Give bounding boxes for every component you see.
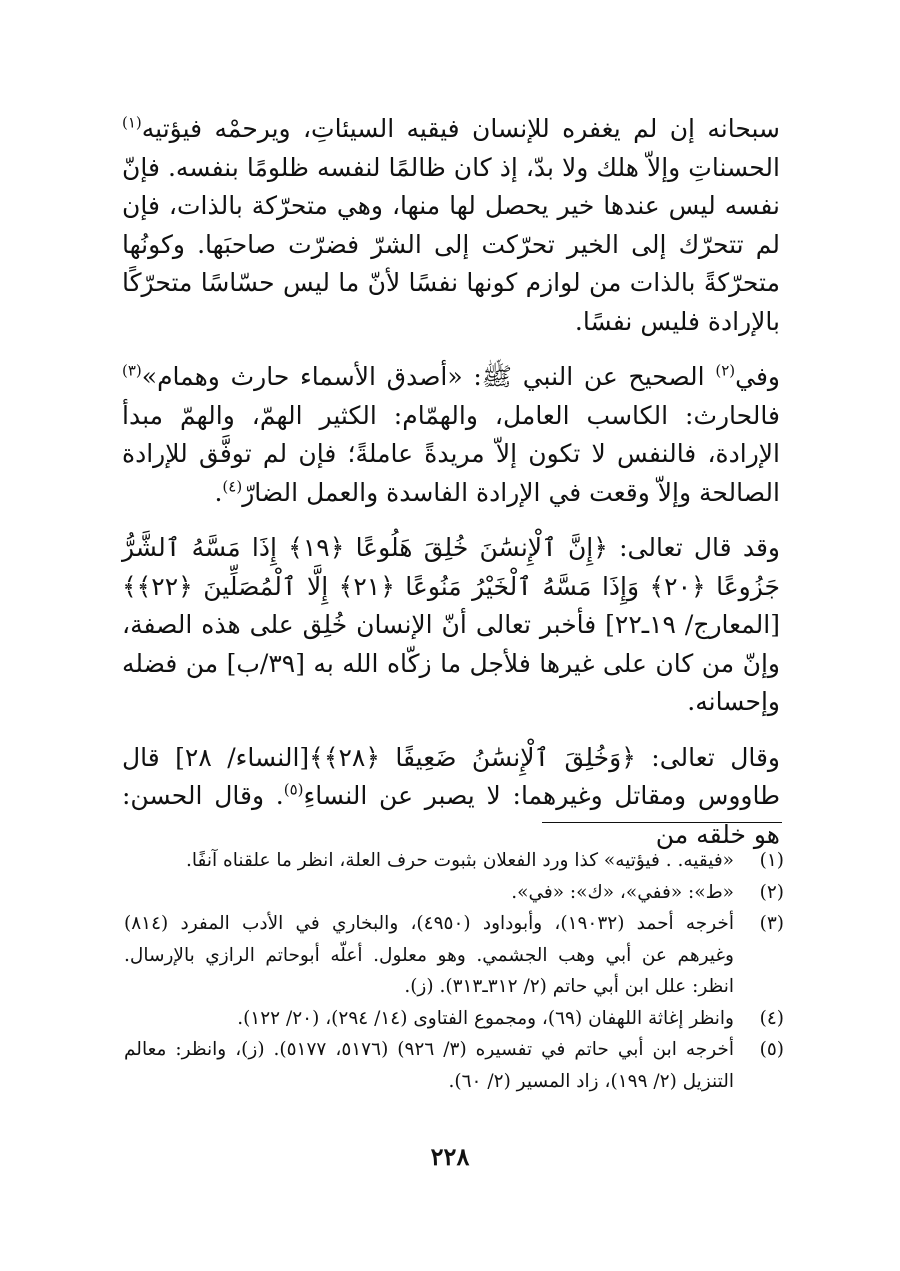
footnote-number: (٣) bbox=[759, 913, 784, 934]
paragraph-2-end: . bbox=[214, 477, 223, 507]
paragraph-1-text: سبحانه إن لم يغفره للإنسان فيقيه السيئاتِ، ويرحمْه فيؤتيه bbox=[141, 114, 780, 143]
footnote-number: (٢) bbox=[759, 881, 784, 903]
footnote bbox=[124, 1034, 784, 1097]
paragraph-2-text-cont: فالحارث: الكاسب العامل، والهمّام: الكثير الهمّ، والهمّ مبدأ الإرادة، فالنفس لا تكون إلاّ مريدةً عاملةً؛ فإن لم توفَّق للإرادة الصالحة وإلاّ وقعت في الإرادة الفاسدة والعمل الضارّ bbox=[122, 400, 780, 507]
footnote-divider bbox=[542, 822, 782, 823]
paragraph-2-hadith: الصحيح عن النبي ﷺ: «أصدق الأسماء حارث وهمام» bbox=[141, 362, 716, 391]
page-number: ٢٢٨ bbox=[430, 1142, 470, 1171]
footnote bbox=[124, 908, 784, 1003]
footnote-ref-4: (٤) bbox=[222, 477, 243, 496]
paragraph-1-text-cont: الحسناتِ وإلاّ هلك ولا بدّ، إذ كان ظالمًا لنفسه ظلومًا بنفسه. فإنّ نفسه ليس عندها خير يحصل لها منها، وهي متحرّكة بالذات، فإن لم تتحرّك إلى الخير تحرّكت إلى الشرّ فضرّت صاحبَها. وكونُها متحرّكةً بالذات من لوازم كونها نفسًا لأنّ ما ليس حسّاسًا متحرّكًا بالإرادة فليس نفسًا. bbox=[122, 152, 780, 336]
quran-verse-maarij: ﴿إِنَّ ٱلْإِنسَٰنَ خُلِقَ هَلُوعًا ﴿١٩﴾ إِذَا مَسَّهُ ٱلشَّرُّ جَزُوعًا ﴿٢٠﴾ وَإِذَا مَسَّهُ ٱلْخَيْرُ مَنُوعًا ﴿٢١﴾ إِلَّا ٱلْمُصَلِّينَ ﴿٢٢﴾﴾ bbox=[122, 533, 781, 601]
footnote-number: (٤) bbox=[759, 1007, 784, 1029]
main-text bbox=[122, 110, 780, 854]
paragraph-4 bbox=[122, 739, 780, 855]
paragraph-2-text: وفي bbox=[735, 362, 780, 391]
footnote-text: «ط»: «ففي»، «ك»: «في». bbox=[511, 881, 734, 903]
footnote-ref-1: (١) bbox=[122, 113, 142, 132]
paragraph-3-text: وقد قال تعالى: bbox=[607, 533, 780, 562]
paragraph-4-end: . وقال الحسن: هو خلقه من bbox=[122, 781, 780, 849]
footnote-text: وانظر إغاثة اللهفان (٦٩)، ومجموع الفتاوى (١٤/ ٢٩٤)، (٢٠/ ١٢٢). bbox=[237, 1007, 734, 1029]
footnote bbox=[124, 845, 784, 877]
quran-verse-nisa: ﴿وَخُلِقَ ٱلْإِنسَٰنُ ضَعِيفًا ﴿٢٨﴾﴾ bbox=[309, 742, 636, 772]
footnote-ref-2: (٢) bbox=[715, 361, 736, 380]
paragraph-3 bbox=[122, 529, 780, 722]
footnote-number: (٥) bbox=[759, 1039, 784, 1060]
paragraph-4-text: وقال تعالى: bbox=[635, 742, 781, 772]
footnote-number: (١) bbox=[759, 850, 784, 871]
footnote-text: «فيقيه. . فيؤتيه» كذا ورد الفعلان بثبوت حرف العلة، انظر ما علقناه آنفًا. bbox=[186, 850, 734, 871]
footnote-ref-3: (٣) bbox=[122, 361, 142, 380]
footnote bbox=[124, 1003, 784, 1035]
paragraph-1 bbox=[122, 110, 780, 341]
footnotes bbox=[124, 845, 784, 1097]
footnote-text: أخرجه أحمد (١٩٠٣٢)، وأبوداود (٤٩٥٠)، والبخاري في الأدب المفرد (٨١٤) وغيرهم عن أبي وهب الجشمي. وهو معلول. أعلّه أبوحاتم الرازي بالإرسال. انظر: علل ابن أبي حاتم (٢/ ٣١٢ـ٣١٣). (ز). bbox=[124, 913, 735, 997]
paragraph-3-text-cont: [المعارج/ ١٩ـ٢٢] فأخبر تعالى أنّ الإنسان خُلِق على هذه الصفة، وإنّ من كان على غيرها فلأجل ما زكّاه الله به [٣٩/ب] من فضله وإحسانه. bbox=[122, 610, 780, 716]
paragraph-4-text-cont: [النساء/ ٢٨] قال طاووس ومقاتل وغيرهما: لا يصبر عن النساءِ bbox=[122, 742, 780, 810]
footnote-ref-5: (٥) bbox=[283, 780, 304, 799]
footnote-text: أخرجه ابن أبي حاتم في تفسيره (٣/ ٩٢٦) (٥١٧٦، ٥١٧٧). (ز)، وانظر: معالم التنزيل (٢/ ١٩٩)، زاد المسير (٢/ ٦٠). bbox=[124, 1039, 734, 1092]
footnote bbox=[124, 877, 784, 909]
paragraph-2 bbox=[122, 358, 780, 512]
